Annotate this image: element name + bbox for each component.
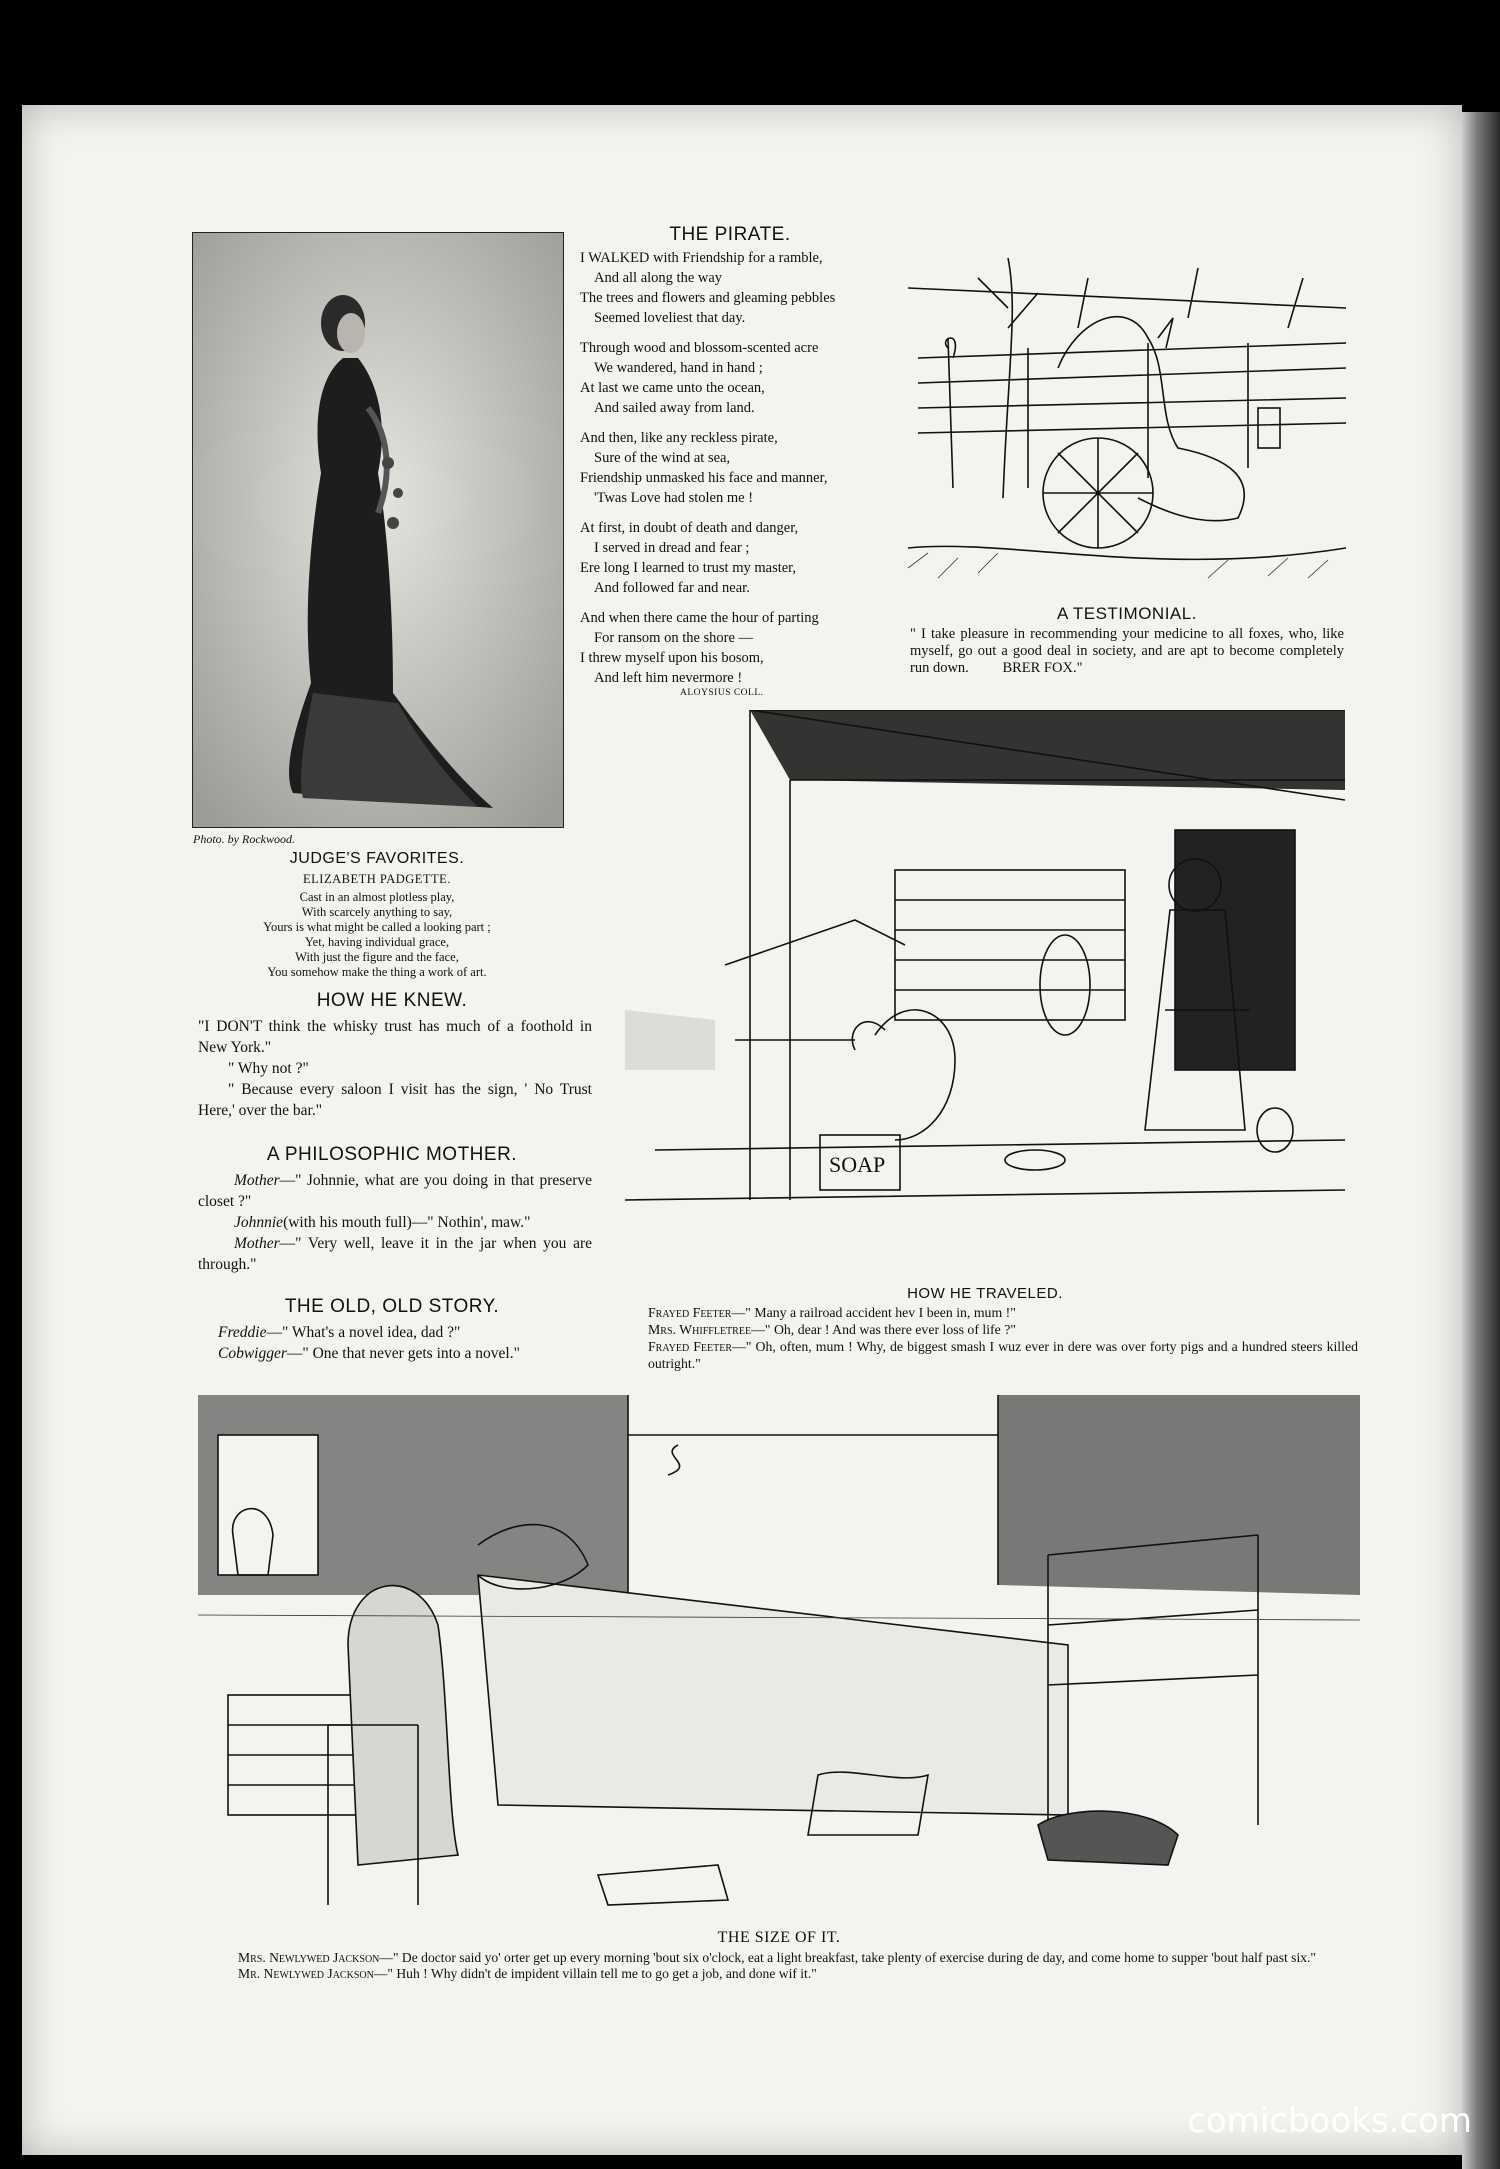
how-he-traveled-heading: HOW HE TRAVELED. — [907, 1285, 1063, 1302]
pirate-author: ALOYSIUS COLL. — [680, 688, 764, 698]
tramp-cartoon — [625, 710, 1345, 1278]
verse-line: With just the figure and the face, — [295, 950, 459, 964]
dialogue: —" De doctor said yo' orter get up every morning 'bout six o'clock, eat a light breakfast, take plenty of exercise during de day, and come home to supper 'bout half past six." — [379, 1950, 1316, 1965]
how-he-knew-text — [198, 1016, 592, 1121]
dialogue: —" Many a railroad accident hev I been in, mum !" — [731, 1305, 1016, 1320]
fox-cartoon — [908, 248, 1346, 598]
adjacent-page-edge — [1462, 112, 1500, 2169]
speaker: Mother — [234, 1235, 280, 1252]
actress-photo — [192, 232, 564, 828]
verse-line: You somehow make the thing a work of art. — [267, 965, 487, 979]
poem-line: Seemed loveliest that day. — [594, 310, 746, 326]
poem-line: Sure of the wind at sea, — [594, 450, 731, 466]
poem-line: Ere long I learned to trust my master, — [580, 560, 797, 576]
speaker: Frayed Feeter — [648, 1305, 732, 1320]
pirate-title: THE PIRATE. — [669, 224, 791, 245]
poem-line: And then, like any reckless pirate, — [580, 430, 778, 446]
speaker: Frayed Feeter — [648, 1339, 733, 1354]
poem-line: And left him nevermore ! — [594, 670, 743, 686]
soap-box-label: SOAP — [829, 1152, 886, 1177]
dialogue: (with his mouth full)—" Nothin', maw." — [283, 1214, 531, 1231]
verse-line: Yet, having individual grace, — [304, 935, 450, 949]
poem-line: I served in dread and fear ; — [594, 540, 750, 556]
poem-line: For ransom on the shore — — [594, 630, 754, 646]
poem-line: Through wood and blossom-scented acre — [580, 340, 819, 356]
old-story-heading: THE OLD, OLD STORY. — [284, 1296, 500, 1317]
bedroom-cartoon — [198, 1395, 1360, 1923]
dialogue: —" Oh, dear ! And was there ever loss of life ?" — [751, 1322, 1016, 1337]
speaker: Freddie — [218, 1324, 267, 1341]
poem-line: At first, in doubt of death and danger, — [580, 520, 799, 536]
poem-line: The trees and flowers and gleaming pebbles — [580, 290, 836, 306]
joke-line: "I DON'T think the whisky trust has much of a foothold in New York." — [198, 1018, 592, 1056]
dialogue: —" Oh, often, mum ! Why, de biggest smash I wuz ever in dere was over forty pigs and a hundred steers killed outright." — [648, 1339, 1358, 1371]
verse-line: With scarcely anything to say, — [301, 905, 453, 919]
speaker: Mr. Newlywed Jackson — [238, 1965, 374, 1981]
verse-line: Cast in an almost plotless play, — [299, 890, 455, 904]
dialogue: —" Huh ! Why didn't de impident villain tell me to go get a job, and done wif it." — [373, 1965, 817, 1981]
how-he-knew-heading: HOW HE KNEW. — [316, 990, 468, 1011]
pirate-poem — [580, 248, 900, 698]
actress-name: ELIZABETH PADGETTE. — [303, 872, 451, 886]
joke-line: " Why not ?" — [228, 1060, 309, 1077]
actress-verse — [192, 890, 562, 980]
poem-line: Friendship unmasked his face and manner, — [580, 470, 828, 486]
poem-line: 'Twas Love had stolen me ! — [594, 490, 754, 506]
joke-line: " Because every saloon I visit has the sign, ' No Trust Here,' over the bar." — [198, 1081, 592, 1119]
old-story-text — [198, 1322, 592, 1364]
speaker: Mrs. Newlywed Jackson — [238, 1950, 380, 1965]
poem-line: And followed far and near. — [594, 580, 750, 596]
photo-credit: Photo. by Rockwood. — [193, 832, 295, 846]
dialogue: —" One that never gets into a novel." — [286, 1345, 520, 1362]
speaker: Mother — [234, 1172, 280, 1189]
testimonial-heading: A TESTIMONIAL. — [1057, 604, 1197, 623]
poem-line: I WALKED with Friendship for a ramble, — [580, 250, 823, 266]
poem-line: And all along the way — [594, 270, 723, 286]
dialogue: —" Johnnie, what are you doing in that preserve closet ?" — [198, 1172, 592, 1210]
poem-line: At last we came unto the ocean, — [580, 380, 765, 396]
philosophic-mother-heading: A PHILOSOPHIC MOTHER. — [266, 1144, 518, 1165]
verse-line: Yours is what might be called a looking part ; — [263, 920, 491, 934]
site-watermark: comicbooks.com — [1187, 2101, 1472, 2141]
size-of-it-text — [208, 1950, 1360, 1981]
dialogue: —" Very well, leave it in the jar when you are through." — [198, 1235, 592, 1273]
speaker: Johnnie — [234, 1214, 284, 1231]
testimonial-signature: BRER FOX." — [1002, 660, 1083, 676]
how-he-traveled-text — [648, 1304, 1358, 1372]
testimonial-text — [910, 626, 1344, 677]
dialogue: —" What's a novel idea, dad ?" — [266, 1324, 461, 1341]
poem-line: I threw myself upon his bosom, — [580, 650, 764, 666]
speaker: Mrs. Whiffletree — [648, 1322, 752, 1337]
poem-line: And when there came the hour of parting — [580, 610, 819, 626]
testimonial-body: " I take pleasure in recommending your medicine to all foxes, who, like myself, go out a good deal in society, and are apt to become completely run down. — [910, 626, 1344, 676]
speaker: Cobwigger — [218, 1345, 287, 1362]
poem-line: And sailed away from land. — [594, 400, 755, 416]
judges-favorites-heading: JUDGE'S FAVORITES. — [289, 850, 465, 867]
size-of-it-heading: THE SIZE OF IT. — [717, 1929, 841, 1946]
philosophic-mother-text — [198, 1170, 592, 1275]
poem-line: We wandered, hand in hand ; — [594, 360, 763, 376]
